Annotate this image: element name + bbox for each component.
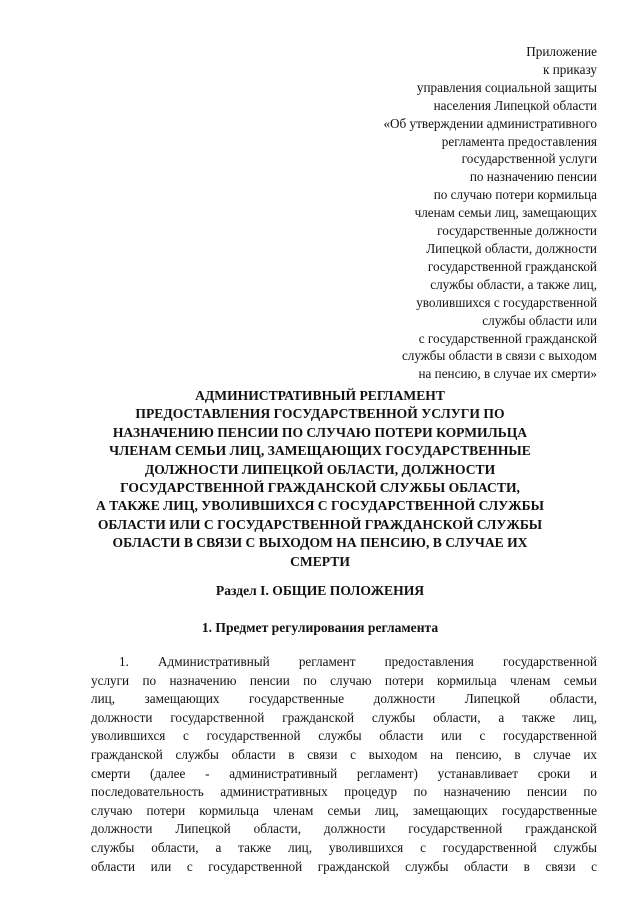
appendix-line: Приложение <box>526 44 597 59</box>
appendix-line: к приказу <box>543 61 597 77</box>
appendix-line: регламента предоставления <box>441 133 597 149</box>
appendix-line: службы области в связи с выходом <box>401 348 597 364</box>
appendix-line: членам семьи лиц, замещающих <box>414 205 597 221</box>
subsection-heading: 1. Предмет регулирования регламента <box>201 620 439 635</box>
appendix-line: уволившихся с государственной <box>416 294 597 310</box>
appendix-line: по случаю потери кормильца <box>433 187 597 203</box>
appendix-line: государственные должности <box>437 223 597 239</box>
paragraph-line: гражданской службы области в связи с выходом на пенсию, в случае их <box>91 746 597 762</box>
title-line: ГОСУДАРСТВЕННОЙ ГРАЖДАНСКОЙ СЛУЖБЫ ОБЛАСТИ, <box>120 480 520 496</box>
paragraph-line: области или с государственной гражданской службы области в связи с <box>91 858 597 874</box>
paragraph-line: последовательность административных процедур по назначению пенсии по <box>91 784 597 800</box>
appendix-line: на пенсию, в случае их смерти» <box>418 366 597 382</box>
appendix-line: Липецкой области, должности <box>426 240 597 256</box>
title-line: ПРЕДОСТАВЛЕНИЯ ГОСУДАРСТВЕННОЙ УСЛУГИ ПО <box>135 406 505 422</box>
paragraph-line: 1. Административный регламент предоставления государственной <box>119 654 597 669</box>
appendix-line: службы области, а также лиц, <box>430 276 597 292</box>
appendix-line: государственной услуги <box>461 151 597 167</box>
appendix-line: с государственной гражданской <box>418 330 597 346</box>
document-title <box>0 387 640 571</box>
title-line: ДОЛЖНОСТИ ЛИПЕЦКОЙ ОБЛАСТИ, ДОЛЖНОСТИ <box>144 461 496 477</box>
paragraph-line: лиц, замещающих государственные должности Липецкой области, <box>91 691 597 707</box>
title-line: НАЗНАЧЕНИЮ ПЕНСИИ ПО СЛУЧАЮ ПОТЕРИ КОРМИЛЬЦА <box>112 424 528 440</box>
title-line: ОБЛАСТИ ИЛИ С ГОСУДАРСТВЕННОЙ ГРАЖДАНСКОЙ СЛУЖБЫ <box>97 516 543 532</box>
appendix-line: по назначению пенсии <box>469 169 597 185</box>
appendix-line: «Об утверждении административного <box>383 115 597 131</box>
paragraph-line: смерти (далее - административный регламент) устанавливает сроки и <box>91 765 597 781</box>
title-line: ЧЛЕНАМ СЕМЬИ ЛИЦ, ЗАМЕЩАЮЩИХ ГОСУДАРСТВЕННЫЕ <box>109 443 531 459</box>
section-heading: Раздел I. ОБЩИЕ ПОЛОЖЕНИЯ <box>215 583 425 598</box>
paragraph-line: службы области, а также лиц, уволившихся с государственной службы <box>91 839 597 855</box>
title-line: ОБЛАСТИ В СВЯЗИ С ВЫХОДОМ НА ПЕНСИЮ, В СЛУЧАЕ ИХ <box>112 535 528 551</box>
title-line: А ТАКЖЕ ЛИЦ, УВОЛИВШИХСЯ С ГОСУДАРСТВЕННОЙ СЛУЖБЫ <box>95 498 544 514</box>
paragraph-line: должности Липецкой области, должности государственной гражданской <box>91 821 597 837</box>
appendix-block <box>297 43 597 383</box>
title-line: АДМИНИСТРАТИВНЫЙ РЕГЛАМЕНТ <box>195 388 445 403</box>
paragraph-line: должности государственной гражданской службы области, а также лиц, <box>91 709 597 725</box>
appendix-line: населения Липецкой области <box>433 97 597 113</box>
paragraph-line: уволившихся с государственной службы области или с государственной <box>91 728 597 744</box>
paragraph <box>91 653 597 876</box>
paragraph-line: случаю потери кормильца членам семьи лиц, замещающих государственные <box>91 802 597 818</box>
paragraph-line: услуги по назначению пенсии по случаю потери кормильца членам семьи <box>91 672 597 688</box>
appendix-line: управления социальной защиты <box>416 79 597 95</box>
appendix-line: государственной гражданской <box>427 258 597 274</box>
title-line: СМЕРТИ <box>290 553 350 569</box>
appendix-line: службы области или <box>482 312 597 328</box>
